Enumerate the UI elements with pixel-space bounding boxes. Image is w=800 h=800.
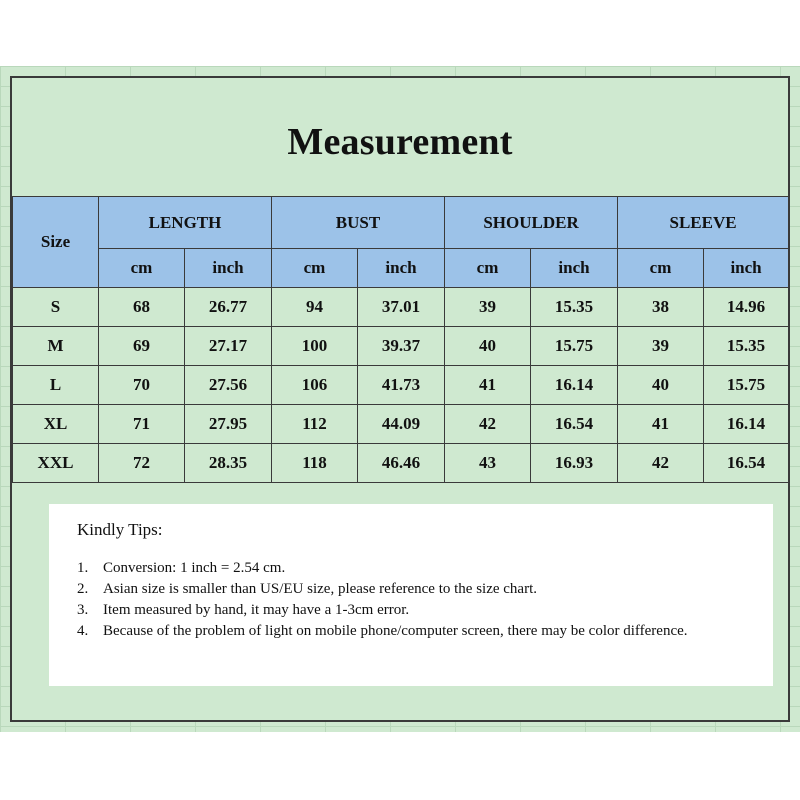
measurement-cell: 40 bbox=[618, 366, 704, 405]
size-cell: L bbox=[13, 366, 99, 405]
measurement-cell: 28.35 bbox=[185, 444, 272, 483]
measurement-cell: 41.73 bbox=[358, 366, 445, 405]
size-chart-frame bbox=[10, 76, 790, 722]
measurement-cell: 71 bbox=[99, 405, 185, 444]
measurement-cell: 94 bbox=[272, 288, 358, 327]
tip-number: 3. bbox=[77, 602, 89, 618]
measurement-cell: 72 bbox=[99, 444, 185, 483]
unit-header: inch bbox=[704, 249, 789, 288]
sleeve-header: SLEEVE bbox=[618, 197, 789, 249]
measurement-cell: 44.09 bbox=[358, 405, 445, 444]
measurement-cell: 106 bbox=[272, 366, 358, 405]
measurement-cell: 46.46 bbox=[358, 444, 445, 483]
table-body bbox=[13, 288, 789, 483]
measurement-cell: 112 bbox=[272, 405, 358, 444]
unit-header: cm bbox=[445, 249, 531, 288]
measurement-cell: 39 bbox=[445, 288, 531, 327]
measurement-cell: 15.75 bbox=[531, 327, 618, 366]
measurement-cell: 70 bbox=[99, 366, 185, 405]
shoulder-header: SHOULDER bbox=[445, 197, 618, 249]
measurement-cell: 42 bbox=[445, 405, 531, 444]
measurement-cell: 16.54 bbox=[704, 444, 789, 483]
measurement-cell: 16.54 bbox=[531, 405, 618, 444]
measurement-cell: 69 bbox=[99, 327, 185, 366]
measurement-cell: 118 bbox=[272, 444, 358, 483]
tips-title: Kindly Tips: bbox=[77, 520, 163, 539]
table-row bbox=[13, 405, 789, 444]
length-header: LENGTH bbox=[99, 197, 272, 249]
measurement-cell: 100 bbox=[272, 327, 358, 366]
size-column-header: Size bbox=[13, 197, 99, 288]
measurement-cell: 41 bbox=[618, 405, 704, 444]
tip-number: 2. bbox=[77, 581, 89, 597]
size-cell: XXL bbox=[13, 444, 99, 483]
tip-item bbox=[77, 558, 745, 579]
tip-number: 1. bbox=[77, 560, 89, 576]
measurement-cell: 27.95 bbox=[185, 405, 272, 444]
measurement-cell: 26.77 bbox=[185, 288, 272, 327]
table-row bbox=[13, 366, 789, 405]
measurement-cell: 40 bbox=[445, 327, 531, 366]
measurement-cell: 15.35 bbox=[704, 327, 789, 366]
tip-text: Asian size is smaller than US/EU size, please reference to the size chart. bbox=[103, 581, 537, 597]
measurement-cell: 15.35 bbox=[531, 288, 618, 327]
table-unit-header-row bbox=[13, 249, 789, 288]
size-cell: S bbox=[13, 288, 99, 327]
table-row bbox=[13, 327, 789, 366]
measurement-cell: 27.17 bbox=[185, 327, 272, 366]
measurement-cell: 39.37 bbox=[358, 327, 445, 366]
tips-box bbox=[49, 504, 773, 686]
measurement-cell: 14.96 bbox=[704, 288, 789, 327]
table-row bbox=[13, 444, 789, 483]
unit-header: inch bbox=[531, 249, 618, 288]
measurement-cell: 16.14 bbox=[704, 405, 789, 444]
tip-text: Conversion: 1 inch = 2.54 cm. bbox=[103, 560, 286, 576]
measurement-cell: 41 bbox=[445, 366, 531, 405]
measurement-cell: 16.14 bbox=[531, 366, 618, 405]
unit-header: inch bbox=[358, 249, 445, 288]
measurement-cell: 68 bbox=[99, 288, 185, 327]
unit-header: cm bbox=[272, 249, 358, 288]
unit-header: cm bbox=[618, 249, 704, 288]
size-table bbox=[12, 196, 789, 483]
tip-item bbox=[77, 579, 745, 600]
page-title: Measurement bbox=[287, 121, 513, 163]
measurement-cell: 39 bbox=[618, 327, 704, 366]
measurement-cell: 42 bbox=[618, 444, 704, 483]
measurement-cell: 37.01 bbox=[358, 288, 445, 327]
unit-header: inch bbox=[185, 249, 272, 288]
table-row bbox=[13, 288, 789, 327]
measurement-cell: 15.75 bbox=[704, 366, 789, 405]
tip-text: Item measured by hand, it may have a 1-3cm error. bbox=[103, 602, 410, 618]
table-group-header-row bbox=[13, 197, 789, 249]
measurement-cell: 16.93 bbox=[531, 444, 618, 483]
measurement-cell: 38 bbox=[618, 288, 704, 327]
measurement-cell: 27.56 bbox=[185, 366, 272, 405]
measurement-cell: 43 bbox=[445, 444, 531, 483]
size-cell: M bbox=[13, 327, 99, 366]
tip-item bbox=[77, 600, 745, 621]
tip-item bbox=[77, 621, 745, 642]
bust-header: BUST bbox=[272, 197, 445, 249]
tip-text: Because of the problem of light on mobile phone/computer screen, there may be color difference. bbox=[103, 623, 688, 639]
tip-number: 4. bbox=[77, 623, 89, 639]
size-cell: XL bbox=[13, 405, 99, 444]
unit-header: cm bbox=[99, 249, 185, 288]
tips-list bbox=[77, 558, 745, 642]
